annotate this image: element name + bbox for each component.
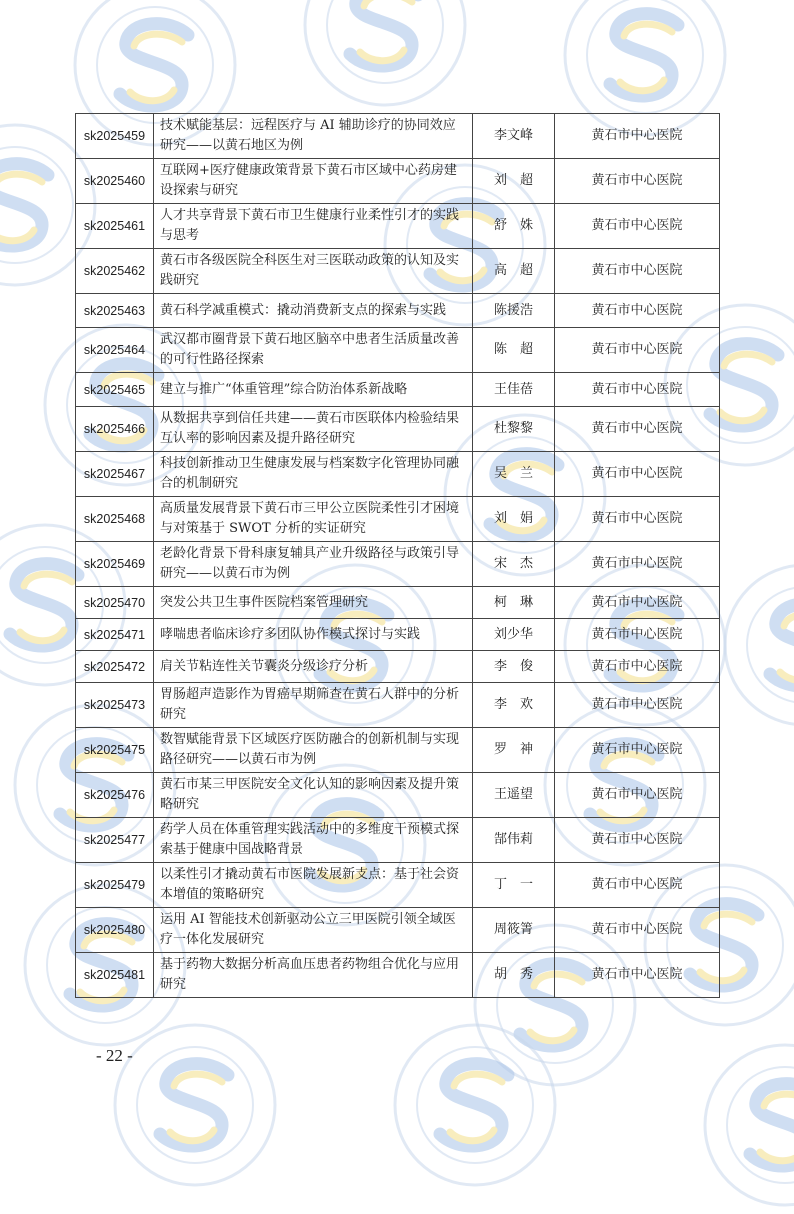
federation-seal-watermark-icon <box>390 1020 560 1190</box>
project-title-cell: 互联网+医疗健康政策背景下黄石市区域中心药房建设探索与研究 <box>154 159 473 204</box>
project-id-cell: sk2025468 <box>76 497 154 542</box>
table-row <box>76 619 720 651</box>
project-id-cell: sk2025461 <box>76 204 154 249</box>
project-leader-cell: 杜黎黎 <box>473 407 555 452</box>
project-id-cell: sk2025465 <box>76 373 154 407</box>
project-id-cell: sk2025469 <box>76 542 154 587</box>
project-leader-cell: 李 欢 <box>473 683 555 728</box>
project-org-cell: 黄石市中心医院 <box>555 497 720 542</box>
project-id-cell: sk2025463 <box>76 294 154 328</box>
project-title-cell: 哮喘患者临床诊疗多团队协作模式探讨与实践 <box>154 619 473 651</box>
project-id-cell: sk2025476 <box>76 773 154 818</box>
project-title-cell: 运用 AI 智能技术创新驱动公立三甲医院引领全域医疗一体化发展研究 <box>154 908 473 953</box>
project-org-cell: 黄石市中心医院 <box>555 114 720 159</box>
project-table-body <box>76 114 720 998</box>
project-title-cell: 胃肠超声造影作为胃癌早期筛查在黄石人群中的分析研究 <box>154 683 473 728</box>
project-org-cell: 黄石市中心医院 <box>555 159 720 204</box>
table-row <box>76 204 720 249</box>
project-id-cell: sk2025462 <box>76 249 154 294</box>
project-org-cell: 黄石市中心医院 <box>555 204 720 249</box>
table-row <box>76 651 720 683</box>
table-row <box>76 908 720 953</box>
project-org-cell: 黄石市中心医院 <box>555 373 720 407</box>
table-row <box>76 114 720 159</box>
table-row <box>76 587 720 619</box>
project-title-cell: 基于药物大数据分析高血压患者药物组合优化与应用研究 <box>154 953 473 998</box>
project-leader-cell: 王遥望 <box>473 773 555 818</box>
project-leader-cell: 周筱箐 <box>473 908 555 953</box>
table-row <box>76 294 720 328</box>
project-id-cell: sk2025479 <box>76 863 154 908</box>
project-id-cell: sk2025459 <box>76 114 154 159</box>
project-leader-cell: 柯 琳 <box>473 587 555 619</box>
project-leader-cell: 王佳蓓 <box>473 373 555 407</box>
project-leader-cell: 丁 一 <box>473 863 555 908</box>
project-leader-cell: 高 超 <box>473 249 555 294</box>
page-number: - 22 - <box>96 1046 133 1065</box>
project-org-cell: 黄石市中心医院 <box>555 651 720 683</box>
project-org-cell: 黄石市中心医院 <box>555 294 720 328</box>
project-org-cell: 黄石市中心医院 <box>555 249 720 294</box>
project-title-cell: 技术赋能基层：远程医疗与 AI 辅助诊疗的协同效应研究——以黄石地区为例 <box>154 114 473 159</box>
table-row <box>76 863 720 908</box>
project-table <box>75 113 720 998</box>
project-title-cell: 肩关节粘连性关节囊炎分级诊疗分析 <box>154 651 473 683</box>
project-leader-cell: 刘 超 <box>473 159 555 204</box>
table-row <box>76 328 720 373</box>
table-row <box>76 542 720 587</box>
project-org-cell: 黄石市中心医院 <box>555 863 720 908</box>
project-id-cell: sk2025471 <box>76 619 154 651</box>
project-org-cell: 黄石市中心医院 <box>555 953 720 998</box>
project-id-cell: sk2025460 <box>76 159 154 204</box>
table-row <box>76 773 720 818</box>
project-org-cell: 黄石市中心医院 <box>555 587 720 619</box>
project-title-cell: 人才共享背景下黄石市卫生健康行业柔性引才的实践与思考 <box>154 204 473 249</box>
project-title-cell: 以柔性引才撬动黄石市医院发展新支点：基于社会资本增值的策略研究 <box>154 863 473 908</box>
project-title-cell: 从数据共享到信任共建——黄石市医联体内检验结果互认率的影响因素及提升路径研究 <box>154 407 473 452</box>
table-row <box>76 452 720 497</box>
table-row <box>76 953 720 998</box>
project-leader-cell: 李 俊 <box>473 651 555 683</box>
table-row <box>76 159 720 204</box>
project-leader-cell: 刘 娟 <box>473 497 555 542</box>
project-org-cell: 黄石市中心医院 <box>555 542 720 587</box>
project-org-cell: 黄石市中心医院 <box>555 908 720 953</box>
project-title-cell: 数智赋能背景下区域医疗医防融合的创新机制与实现路径研究——以黄石市为例 <box>154 728 473 773</box>
project-leader-cell: 李文峰 <box>473 114 555 159</box>
project-org-cell: 黄石市中心医院 <box>555 818 720 863</box>
project-title-cell: 高质量发展背景下黄石市三甲公立医院柔性引才困境与对策基于 SWOT 分析的实证研究 <box>154 497 473 542</box>
project-org-cell: 黄石市中心医院 <box>555 407 720 452</box>
project-id-cell: sk2025470 <box>76 587 154 619</box>
project-title-cell: 科技创新推动卫生健康发展与档案数字化管理协同融合的机制研究 <box>154 452 473 497</box>
project-org-cell: 黄石市中心医院 <box>555 683 720 728</box>
project-title-cell: 药学人员在体重管理实践活动中的多维度干预模式探索基于健康中国战略背景 <box>154 818 473 863</box>
project-org-cell: 黄石市中心医院 <box>555 328 720 373</box>
table-row <box>76 818 720 863</box>
project-leader-cell: 陈援浩 <box>473 294 555 328</box>
federation-seal-watermark-icon <box>300 0 470 110</box>
project-title-cell: 黄石科学减重模式：撬动消费新支点的探索与实践 <box>154 294 473 328</box>
project-id-cell: sk2025480 <box>76 908 154 953</box>
project-id-cell: sk2025464 <box>76 328 154 373</box>
project-id-cell: sk2025472 <box>76 651 154 683</box>
table-row <box>76 407 720 452</box>
project-leader-cell: 胡 秀 <box>473 953 555 998</box>
project-leader-cell: 罗 神 <box>473 728 555 773</box>
project-org-cell: 黄石市中心医院 <box>555 452 720 497</box>
project-org-cell: 黄石市中心医院 <box>555 619 720 651</box>
project-id-cell: sk2025477 <box>76 818 154 863</box>
table-row <box>76 728 720 773</box>
project-leader-cell: 郜伟莉 <box>473 818 555 863</box>
project-id-cell: sk2025473 <box>76 683 154 728</box>
federation-seal-watermark-icon <box>720 560 794 730</box>
table-row <box>76 683 720 728</box>
project-leader-cell: 吴 兰 <box>473 452 555 497</box>
project-leader-cell: 舒 姝 <box>473 204 555 249</box>
project-title-cell: 黄石市某三甲医院安全文化认知的影响因素及提升策略研究 <box>154 773 473 818</box>
table-row <box>76 373 720 407</box>
project-title-cell: 黄石市各级医院全科医生对三医联动政策的认知及实践研究 <box>154 249 473 294</box>
project-title-cell: 突发公共卫生事件医院档案管理研究 <box>154 587 473 619</box>
project-title-cell: 武汉都市圈背景下黄石地区脑卒中患者生活质量改善的可行性路径探索 <box>154 328 473 373</box>
federation-seal-watermark-icon <box>110 1020 280 1190</box>
project-leader-cell: 宋 杰 <box>473 542 555 587</box>
project-org-cell: 黄石市中心医院 <box>555 728 720 773</box>
project-leader-cell: 陈 超 <box>473 328 555 373</box>
table-row <box>76 249 720 294</box>
table-row <box>76 497 720 542</box>
project-id-cell: sk2025466 <box>76 407 154 452</box>
federation-seal-watermark-icon <box>700 1040 794 1210</box>
project-id-cell: sk2025475 <box>76 728 154 773</box>
project-id-cell: sk2025467 <box>76 452 154 497</box>
project-leader-cell: 刘少华 <box>473 619 555 651</box>
project-id-cell: sk2025481 <box>76 953 154 998</box>
project-title-cell: 老龄化背景下骨科康复辅具产业升级路径与政策引导研究——以黄石市为例 <box>154 542 473 587</box>
project-org-cell: 黄石市中心医院 <box>555 773 720 818</box>
project-title-cell: 建立与推广“体重管理”综合防治体系新战略 <box>154 373 473 407</box>
